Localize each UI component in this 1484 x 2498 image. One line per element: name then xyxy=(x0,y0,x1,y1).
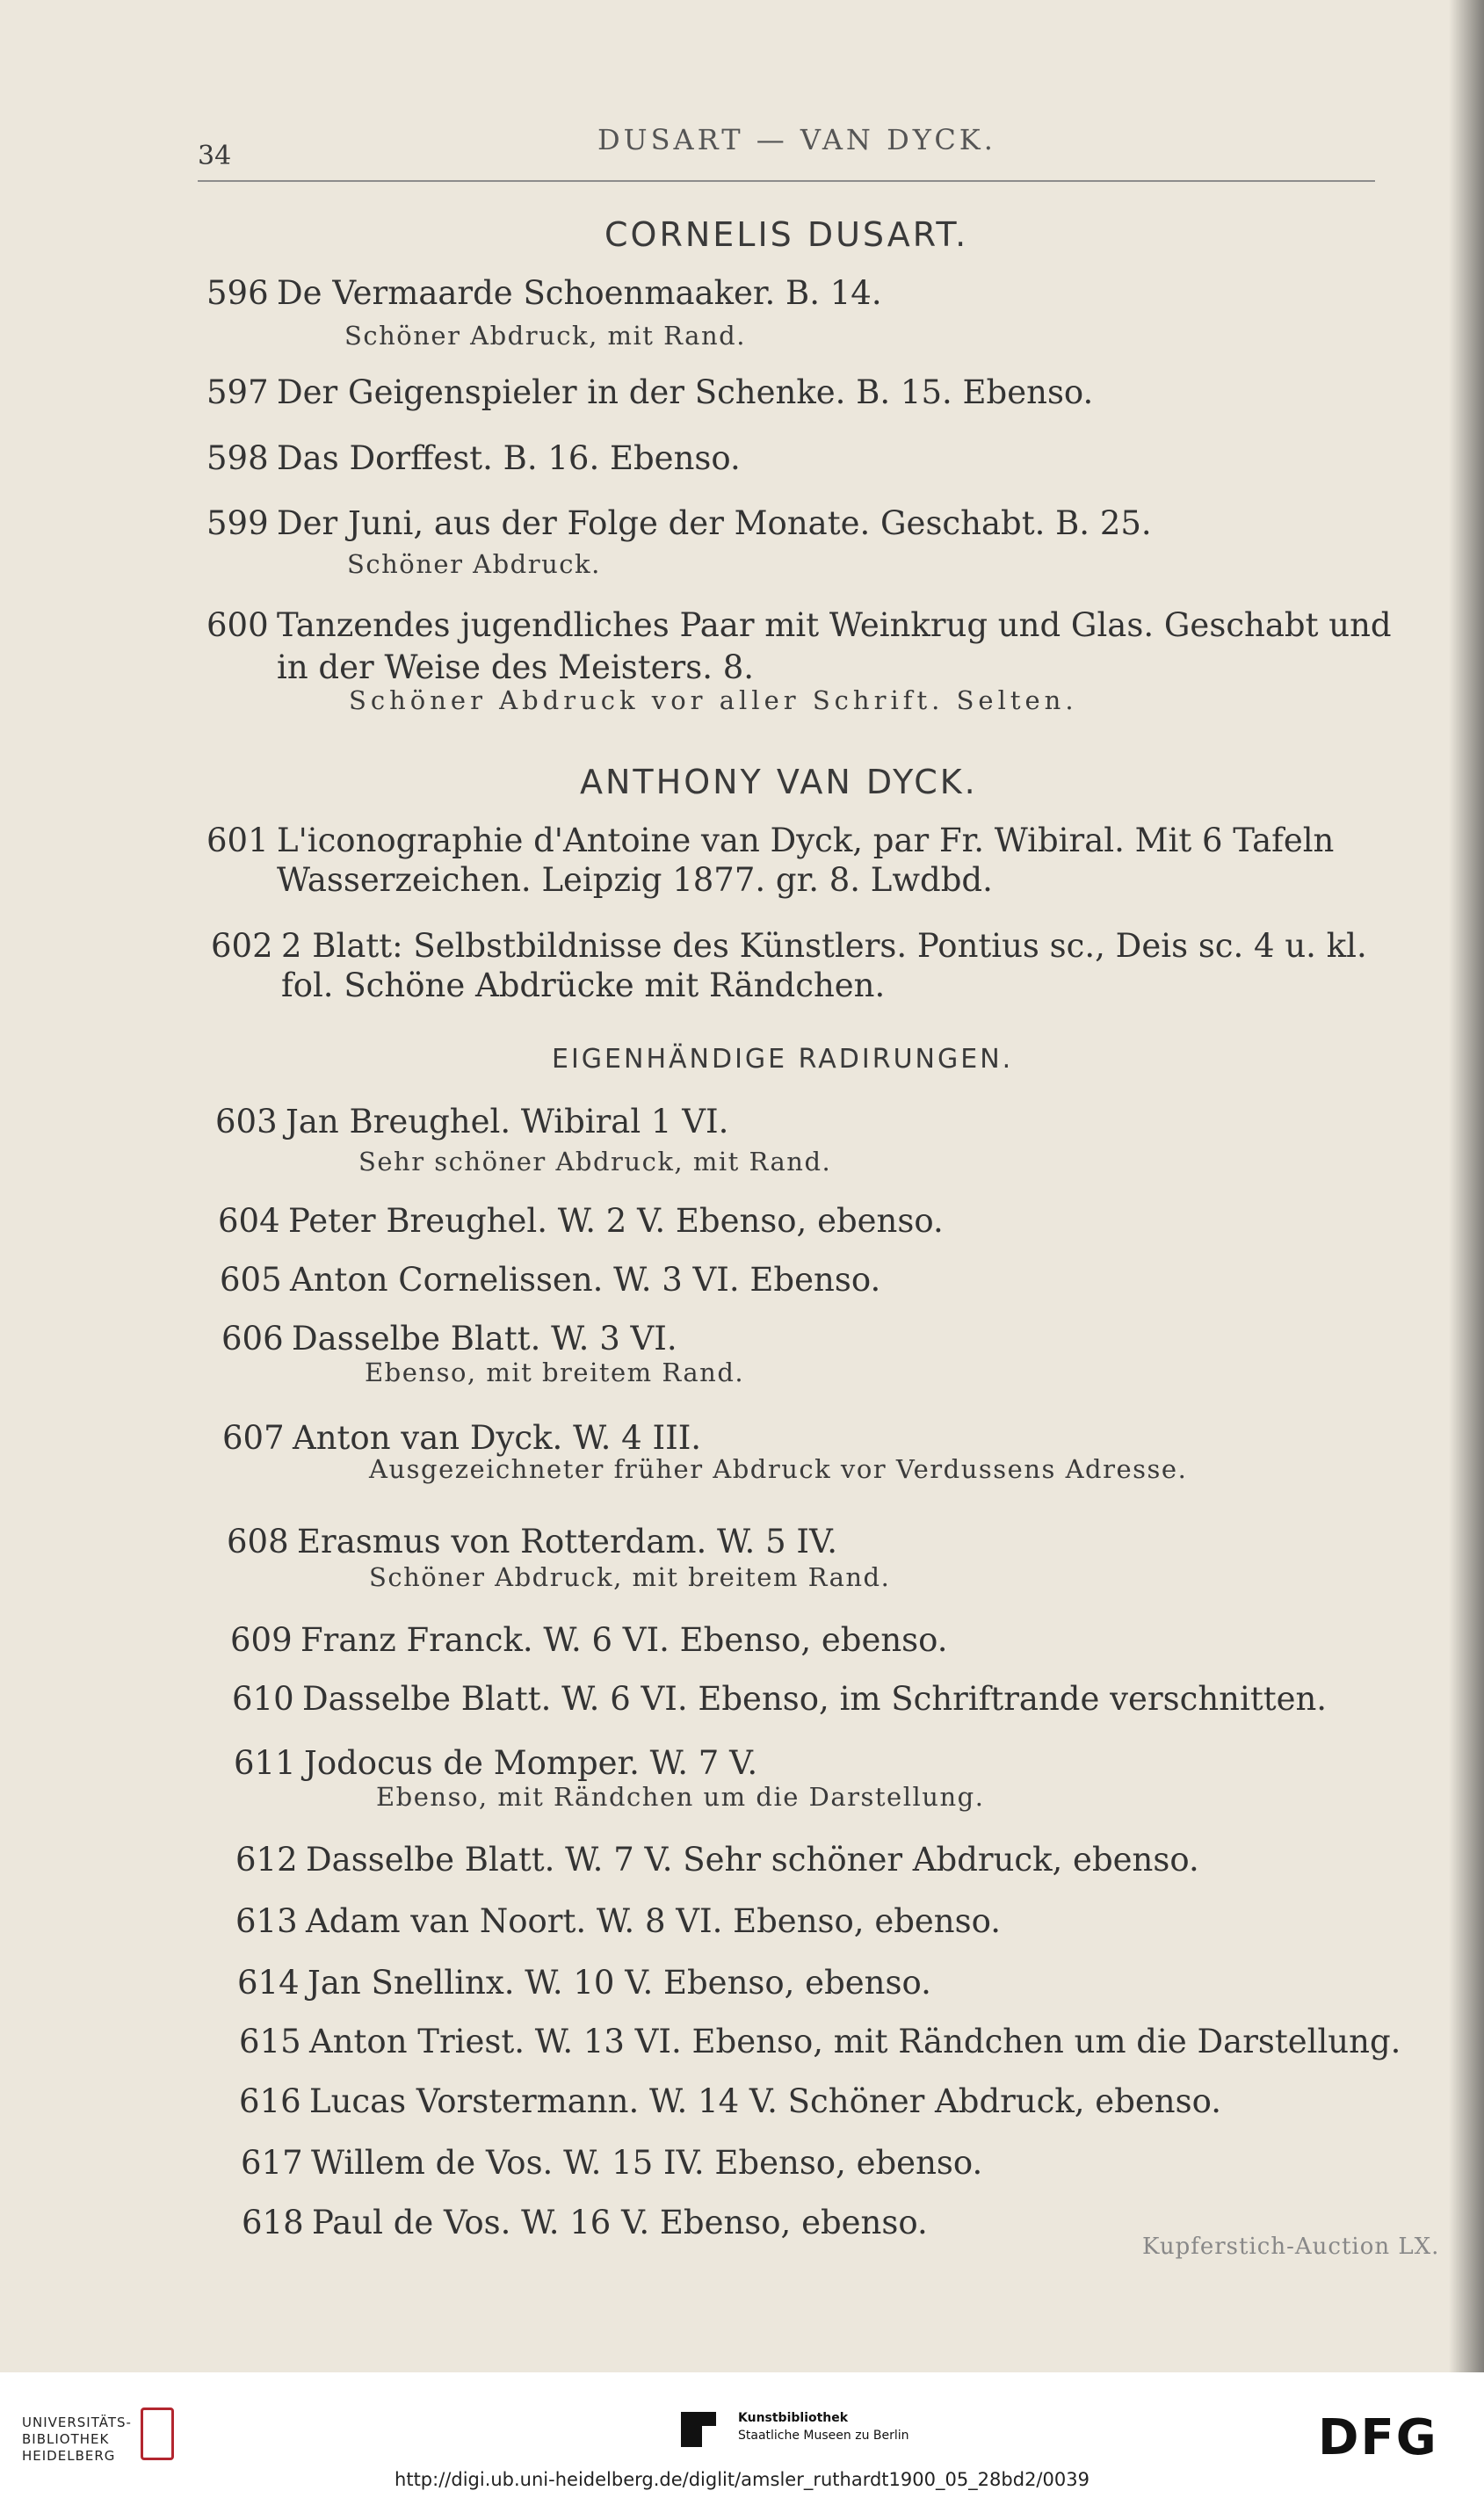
entry-continuation: in der Weise des Meisters. 8. xyxy=(277,648,755,686)
entry-612: 612 Dasselbe Blatt. W. 7 V. Sehr schöner Abdruck, ebenso. xyxy=(235,1841,1199,1879)
library-emblem-icon xyxy=(141,2407,174,2460)
entry-617: 617 Willem de Vos. W. 15 IV. Ebenso, ebenso. xyxy=(241,2144,983,2182)
kunstbibliothek-logo[interactable]: Kunstbibliothek Staatliche Museen zu Berlin xyxy=(738,2411,909,2443)
entry-614: 614 Jan Snellinx. W. 10 V. Ebenso, ebenso. xyxy=(237,1964,931,2002)
entry-611: 611 Jodocus de Momper. W. 7 V. xyxy=(234,1744,758,1782)
entry-599: 599 Der Juni, aus der Folge der Monate. Geschabt. B. 25. xyxy=(206,504,1152,542)
running-head: DUSART — VAN DYCK. xyxy=(597,123,996,156)
entry-note: Schöner Abdruck vor aller Schrift. Selten. xyxy=(349,685,1078,715)
entry-613: 613 Adam van Noort. W. 8 VI. Ebenso, ebenso. xyxy=(235,1902,1002,1940)
entry-continuation: fol. Schöne Abdrücke mit Rändchen. xyxy=(281,967,886,1004)
entry-597: 597 Der Geigenspieler in der Schenke. B. 15. Ebenso. xyxy=(206,373,1094,411)
section-title-radirungen: EIGENHÄNDIGE RADIRUNGEN. xyxy=(552,1044,1014,1075)
entry-604: 604 Peter Breughel. W. 2 V. Ebenso, ebenso. xyxy=(218,1202,944,1240)
header-rule xyxy=(198,180,1375,182)
digitization-footer xyxy=(0,2372,1484,2498)
entry-601: 601 L'iconographie d'Antoine van Dyck, par Fr. Wibiral. Mit 6 Tafeln xyxy=(206,822,1335,859)
section-title-dusart: CORNELIS DUSART. xyxy=(604,215,969,254)
entry-602: 602 2 Blatt: Selbstbildnisse des Künstlers. Pontius sc., Deis sc. 4 u. kl. xyxy=(211,927,1367,965)
dfg-logo[interactable]: DFG xyxy=(1318,2409,1438,2466)
entry-615: 615 Anton Triest. W. 13 VI. Ebenso, mit Rändchen um die Darstellung. xyxy=(239,2023,1401,2060)
library-logo[interactable]: UNIVERSITÄTS- BIBLIOTHEK HEIDELBERG xyxy=(22,2415,132,2464)
entry-610: 610 Dasselbe Blatt. W. 6 VI. Ebenso, im Schriftrande verschnitten. xyxy=(232,1680,1328,1718)
page-url[interactable]: http://digi.ub.uni-heidelberg.de/diglit/amsler_ruthardt1900_05_28bd2/0039 xyxy=(395,2469,1089,2490)
entry-note: Ebenso, mit breitem Rand. xyxy=(365,1358,745,1387)
entry-note: Ebenso, mit Rändchen um die Darstellung. xyxy=(376,1782,985,1812)
entry-603: 603 Jan Breughel. Wibiral 1 VI. xyxy=(215,1103,729,1140)
section-title-van-dyck: ANTHONY VAN DYCK. xyxy=(580,763,978,801)
entry-continuation: Wasserzeichen. Leipzig 1877. gr. 8. Lwdbd. xyxy=(277,861,993,899)
entry-607: 607 Anton van Dyck. W. 4 III. xyxy=(222,1419,702,1457)
entry-note: Sehr schöner Abdruck, mit Rand. xyxy=(358,1147,832,1177)
entry-618: 618 Paul de Vos. W. 16 V. Ebenso, ebenso. xyxy=(242,2204,928,2241)
entry-note: Schöner Abdruck. xyxy=(347,549,601,579)
entry-616: 616 Lucas Vorstermann. W. 14 V. Schöner Abdruck, ebenso. xyxy=(239,2082,1221,2120)
entry-596: 596 De Vermaarde Schoenmaaker. B. 14. xyxy=(206,274,882,312)
entry-600: 600 Tanzendes jugendliches Paar mit Weinkrug und Glas. Geschabt und xyxy=(206,606,1392,644)
entry-605: 605 Anton Cornelissen. W. 3 VI. Ebenso. xyxy=(220,1261,881,1299)
page-number: 34 xyxy=(198,141,232,171)
entry-608: 608 Erasmus von Rotterdam. W. 5 IV. xyxy=(227,1523,837,1560)
entry-note: Ausgezeichneter früher Abdruck vor Verdussens Adresse. xyxy=(369,1454,1188,1484)
signature-mark: Kupferstich-Auction LX. xyxy=(1142,2234,1440,2260)
kunstbibliothek-logo-icon xyxy=(681,2412,716,2447)
entry-note: Schöner Abdruck, mit Rand. xyxy=(344,321,746,351)
entry-note: Schöner Abdruck, mit breitem Rand. xyxy=(369,1562,891,1592)
entry-609: 609 Franz Franck. W. 6 VI. Ebenso, ebenso. xyxy=(230,1621,948,1659)
entry-606: 606 Dasselbe Blatt. W. 3 VI. xyxy=(221,1320,677,1358)
entry-598: 598 Das Dorffest. B. 16. Ebenso. xyxy=(206,439,741,477)
